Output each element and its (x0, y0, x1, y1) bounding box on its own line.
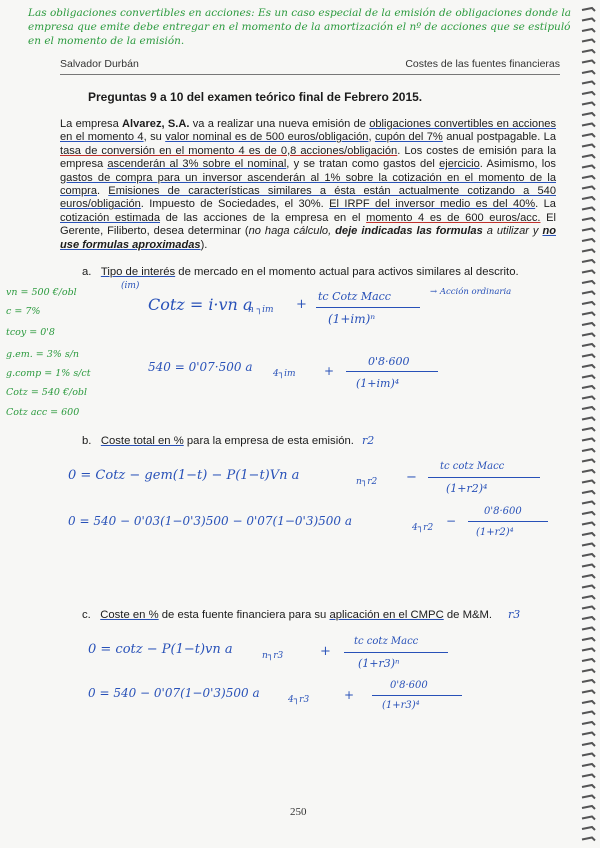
binding-ring (582, 796, 595, 799)
binding-ring (582, 596, 595, 599)
binding-ring (582, 208, 595, 211)
binding-ring (582, 523, 595, 526)
binding-ring (582, 71, 595, 74)
fraction-bar (428, 477, 540, 478)
binding-ring (582, 586, 595, 589)
hw-c-formula-2-plus: + (344, 688, 355, 702)
binding-ring (582, 8, 595, 11)
binding-ring (582, 838, 595, 841)
hw-c-tag: r3 (508, 608, 521, 621)
binding-ring (582, 806, 595, 809)
binding-ring (582, 617, 595, 620)
hw-c-formula-1-den: (1+r3)ⁿ (358, 657, 400, 670)
binding-ring (582, 638, 595, 641)
binding-ring (582, 281, 595, 284)
hw-b-formula-2-minus: − (446, 514, 457, 528)
hw-a-formula-2-num: 0'8·600 (368, 355, 410, 368)
exam-title: Preguntas 9 a 10 del examen teórico final de Febrero 2015. (88, 90, 423, 104)
binding-ring (582, 50, 595, 53)
hw-b-formula-2-sub: 4┐r2 (412, 523, 434, 533)
binding-ring (582, 628, 595, 631)
binding-ring (582, 449, 595, 452)
hw-b-formula-2-num: 0'8·600 (484, 506, 522, 517)
fraction-bar (468, 521, 548, 522)
binding-ring (582, 428, 595, 431)
binding-ring (582, 166, 595, 169)
binding-ring (582, 554, 595, 557)
binding-ring (582, 302, 595, 305)
binding-ring (582, 155, 595, 158)
binding-ring (582, 533, 595, 536)
hw-a-formula-2-plus: + (324, 364, 335, 378)
binding-ring (582, 365, 595, 368)
binding-ring (582, 470, 595, 473)
binding-ring (582, 61, 595, 64)
hw-b-formula-1-minus: − (406, 470, 417, 485)
binding-ring (582, 754, 595, 757)
side-note: c = 7% (6, 306, 41, 317)
hw-a-note: → Acción ordinaria (430, 287, 512, 297)
problem-statement: La empresa Alvarez, S.A. va a realizar una nueva emisión de obligaciones convertibles en acciones en el momento 4, su valor nominal es de 500 euros/obligación, cupón del 7% anual postpagable. La tasa de conversión en el momento 4 es de 0,8 acciones/obligación. Los costes de emisión para la empresa ascenderán al 3% sobre el nominal, y se tratan como gastos del ejercicio. Asimismo, los gastos de compra para un inversor ascenderán al 1% sobre la cotización en el momento de la compra. Emisiones de características similares a ésta están actualmente cotizando a 540 euros/obligación. Impuesto de Sociedades, el 30%. El IRPF del inversor medio es del 40%. La cotización estimada de las acciones de la empresa en el momento 4 es de 600 euros/acc. El Gerente, Filiberto, desea determinar (no haga cálculo, deje indicadas las formulas a utilizar y no use formulas aproximadas). (60, 118, 557, 251)
binding-ring (582, 827, 595, 830)
binding-ring (582, 134, 595, 137)
hw-c-formula-1-sub: n┐r3 (262, 651, 284, 661)
binding-ring (582, 502, 595, 505)
hw-b-formula-1: 0 = Cotz − gem(1−t) − P(1−t)Vn a (68, 468, 300, 483)
binding-ring (582, 218, 595, 221)
binding-ring (582, 250, 595, 253)
hw-a-formula-1: Cotz = i·vn a (148, 295, 253, 314)
binding-ring (582, 712, 595, 715)
hw-a-formula-1-den: (1+im)ⁿ (328, 312, 376, 326)
binding-ring (582, 260, 595, 263)
hw-a-formula-2-den: (1+im)⁴ (356, 377, 400, 390)
hw-c-formula-1: 0 = cotz − P(1−t)vn a (88, 642, 233, 657)
hw-a-tag: (im) (121, 281, 140, 291)
binding-ring (582, 271, 595, 274)
hw-b-formula-1-num: tc cotz Macc (440, 461, 505, 472)
side-note: Cotz acc = 600 (6, 407, 80, 418)
page-number: 250 (290, 806, 307, 818)
hw-c-formula-1-num: tc cotz Macc (354, 636, 419, 647)
side-note: Cotz = 540 €/obl (6, 387, 88, 398)
side-note: vn = 500 €/obl (6, 287, 77, 298)
hw-c-formula-2-num: 0'8·600 (390, 680, 428, 691)
fraction-bar (344, 652, 448, 653)
binding-ring (582, 418, 595, 421)
binding-ring (582, 113, 595, 116)
binding-ring (582, 239, 595, 242)
binding-ring (582, 491, 595, 494)
binding-ring (582, 292, 595, 295)
binding-ring (582, 355, 595, 358)
question-c: c. Coste en % de esta fuente financiera para su aplicación en el CMPC de M&M. (82, 609, 493, 621)
binding-ring (582, 82, 595, 85)
page-header (60, 58, 560, 75)
binding-ring (582, 344, 595, 347)
binding-ring (582, 29, 595, 32)
hw-a-formula-1-num: tc Cotz Macc (318, 290, 391, 303)
binding-ring (582, 743, 595, 746)
fraction-bar (316, 307, 420, 308)
spiral-binding (576, 0, 600, 848)
binding-ring (582, 607, 595, 610)
header-subject: Costes de las fuentes financieras (405, 58, 560, 70)
binding-ring (582, 19, 595, 22)
binding-ring (582, 460, 595, 463)
binding-ring (582, 733, 595, 736)
header-author: Salvador Durbán (60, 58, 139, 70)
hw-c-formula-2-den: (1+r3)⁴ (382, 700, 420, 711)
binding-ring (582, 229, 595, 232)
binding-ring (582, 691, 595, 694)
binding-ring (582, 313, 595, 316)
binding-ring (582, 775, 595, 778)
side-note: g.comp = 1% s/ct (6, 368, 91, 379)
hw-b-formula-1-sub: n┐r2 (356, 477, 378, 487)
binding-ring (582, 481, 595, 484)
hw-b-tag: r2 (362, 434, 375, 447)
binding-ring (582, 785, 595, 788)
binding-ring (582, 103, 595, 106)
hw-b-formula-2: 0 = 540 − 0'03(1−0'3)500 − 0'07(1−0'3)500 a (68, 514, 353, 528)
binding-ring (582, 649, 595, 652)
binding-ring (582, 512, 595, 515)
binding-ring (582, 407, 595, 410)
binding-ring (582, 323, 595, 326)
binding-ring (582, 575, 595, 578)
binding-ring (582, 92, 595, 95)
hw-a-formula-1-sub: n ┐im (248, 305, 274, 315)
binding-ring (582, 722, 595, 725)
question-a: a. Tipo de interés de mercado en el momento actual para activos similares al descrito. (82, 266, 519, 278)
binding-ring (582, 544, 595, 547)
binding-ring (582, 659, 595, 662)
question-b: b. Coste total en % para la empresa de esta emisión. (82, 435, 354, 447)
hw-c-formula-2-sub: 4┐r3 (288, 695, 310, 705)
fraction-bar (346, 371, 438, 372)
binding-ring (582, 817, 595, 820)
hw-a-formula-2-sub: 4┐im (273, 369, 296, 379)
company-name: Alvarez, S.A. (122, 118, 190, 130)
side-note: tcoy = 0'8 (6, 327, 55, 338)
binding-ring (582, 145, 595, 148)
binding-ring (582, 187, 595, 190)
binding-ring (582, 334, 595, 337)
binding-ring (582, 176, 595, 179)
binding-ring (582, 124, 595, 127)
binding-ring (582, 439, 595, 442)
binding-ring (582, 397, 595, 400)
handwritten-note-top: Las obligaciones convertibles en acciones: Es un caso especial de la emisión de obligaciones donde la empresa que emite debe entregar en el momento de la amortización el nº de acciones que se estipuló en el momento de la emisión. (28, 7, 572, 47)
binding-ring (582, 40, 595, 43)
hw-b-formula-2-den: (1+r2)⁴ (476, 527, 514, 538)
binding-ring (582, 680, 595, 683)
hw-c-formula-1-plus: + (320, 644, 331, 659)
binding-ring (582, 386, 595, 389)
fraction-bar (372, 695, 462, 696)
binding-ring (582, 376, 595, 379)
binding-ring (582, 197, 595, 200)
binding-ring (582, 764, 595, 767)
binding-ring (582, 701, 595, 704)
hw-a-formula-2: 540 = 0'07·500 a (148, 360, 253, 374)
hw-a-formula-1-plus: + (296, 297, 307, 312)
side-note: g.em. = 3% s/n (6, 349, 80, 360)
binding-ring (582, 670, 595, 673)
binding-ring (582, 565, 595, 568)
hw-b-formula-1-den: (1+r2)⁴ (446, 482, 488, 495)
hw-c-formula-2: 0 = 540 − 0'07(1−0'3)500 a (88, 686, 260, 700)
